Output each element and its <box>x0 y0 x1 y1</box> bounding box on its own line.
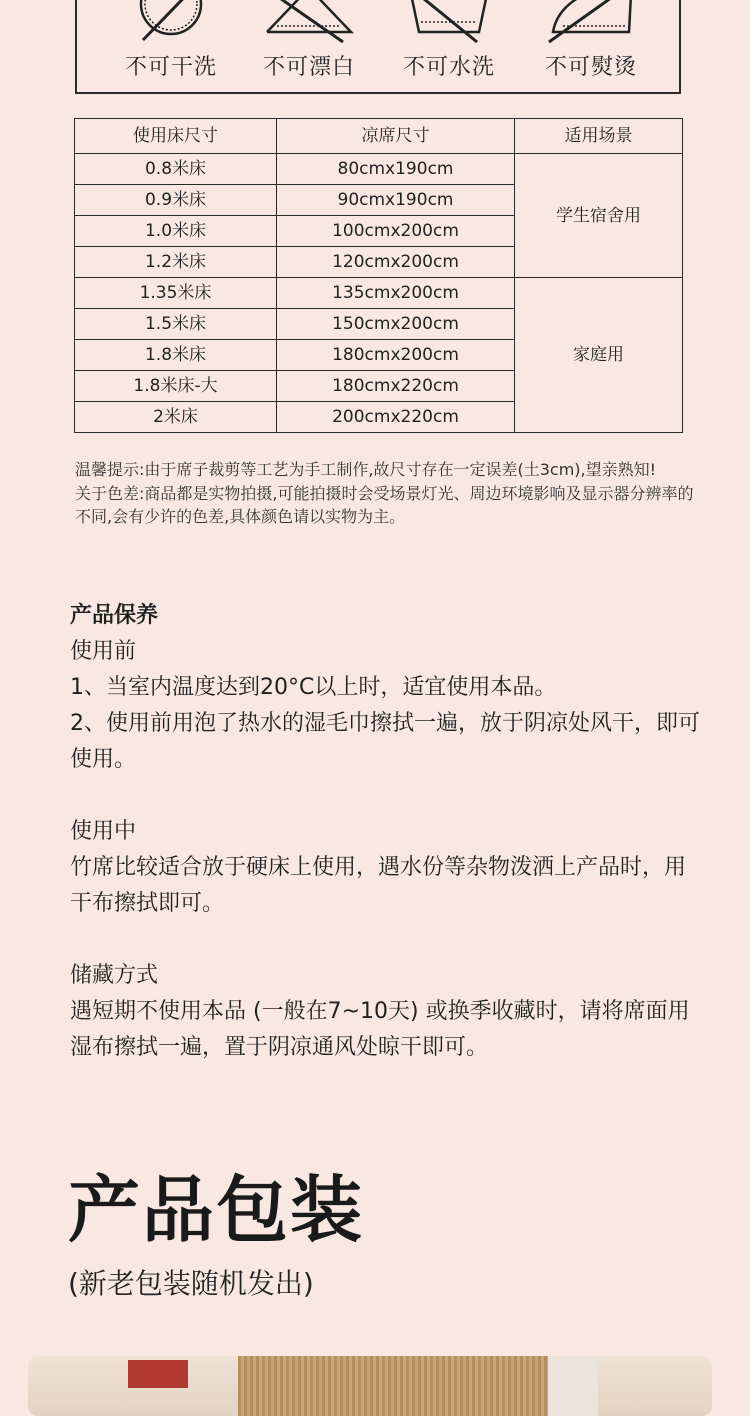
before-use-step-1: 1、当室内温度达到20°C以上时，适宜使用本品。 <box>70 675 557 700</box>
bamboo-mat-graphic <box>238 1356 558 1416</box>
care-item-wash <box>379 0 519 81</box>
care-instructions <box>70 598 700 1066</box>
package-label-graphic <box>128 1360 188 1388</box>
care-item-dry-clean <box>101 0 241 81</box>
table-header-row <box>75 119 683 154</box>
bed-size-cell: 1.2米床 <box>75 247 277 278</box>
care-item-iron <box>521 0 661 81</box>
bed-size-cell: 1.5米床 <box>75 309 277 340</box>
header-scene: 适用场景 <box>515 119 683 154</box>
mat-size-cell: 180cmx200cm <box>277 340 515 371</box>
care-item-bleach <box>239 0 379 81</box>
care-label: 不可熨烫 <box>544 55 637 80</box>
color-note: 关于色差:商品都是实物拍摄,可能拍摄时会受场景灯光、周边环境影响及显示器分辨率的不同,会有少许的色差,具体颜色请以实物为主。 <box>75 483 694 526</box>
bed-size-cell: 1.8米床 <box>75 340 277 371</box>
bed-size-cell: 1.8米床-大 <box>75 371 277 402</box>
before-use-step-2: 2、使用前用泡了热水的湿毛巾擦拭一遍，放于阴凉处风干，即可使用。 <box>70 711 700 772</box>
header-mat-size: 凉席尺寸 <box>277 119 515 154</box>
bed-size-cell: 1.0米床 <box>75 216 277 247</box>
notes <box>75 458 695 529</box>
package-band-graphic <box>548 1356 598 1416</box>
section-title: 产品保养 <box>70 603 159 628</box>
care-icons-panel <box>75 0 681 94</box>
bed-size-cell: 0.8米床 <box>75 154 277 185</box>
storage-title: 储藏方式 <box>70 963 159 988</box>
package-subtitle: (新老包装随机发出) <box>68 1267 314 1300</box>
package-photo <box>28 1356 712 1416</box>
bed-size-cell: 2米床 <box>75 402 277 433</box>
care-label: 不可水洗 <box>402 55 495 80</box>
storage-text: 遇短期不使用本品 (一般在7~10天) 或换季收藏时，请将席面用湿布擦拭一遍，置于阴凉通风处晾干即可。 <box>70 999 690 1060</box>
mat-size-cell: 150cmx200cm <box>277 309 515 340</box>
mat-size-cell: 80cmx190cm <box>277 154 515 185</box>
mat-size-cell: 200cmx220cm <box>277 402 515 433</box>
before-use-title: 使用前 <box>70 639 137 664</box>
bed-size-cell: 0.9米床 <box>75 185 277 216</box>
mat-size-cell: 90cmx190cm <box>277 185 515 216</box>
mat-size-cell: 180cmx220cm <box>277 371 515 402</box>
during-use-text: 竹席比较适合放于硬床上使用，遇水份等杂物泼洒上产品时，用干布擦拭即可。 <box>70 855 687 916</box>
no-bleach-icon <box>259 0 359 44</box>
table-row <box>75 278 683 309</box>
header-bed-size: 使用床尺寸 <box>75 119 277 154</box>
care-label: 不可干洗 <box>124 55 217 80</box>
mat-size-cell: 100cmx200cm <box>277 216 515 247</box>
size-table <box>74 118 683 433</box>
package-title: 产品包装 <box>68 1168 365 1252</box>
mat-size-cell: 120cmx200cm <box>277 247 515 278</box>
care-label: 不可漂白 <box>262 55 355 80</box>
no-wash-icon <box>399 0 499 44</box>
bed-size-cell: 1.35米床 <box>75 278 277 309</box>
during-use-title: 使用中 <box>70 819 137 844</box>
table-row <box>75 154 683 185</box>
scene-cell-home: 家庭用 <box>515 278 683 433</box>
no-tumble-dry-icon <box>121 0 221 44</box>
no-iron-icon <box>541 0 641 44</box>
scene-cell-student: 学生宿舍用 <box>515 154 683 278</box>
tolerance-note: 温馨提示:由于席子裁剪等工艺为手工制作,故尺寸存在一定误差(土3cm),望亲熟知! <box>75 460 657 479</box>
mat-size-cell: 135cmx200cm <box>277 278 515 309</box>
